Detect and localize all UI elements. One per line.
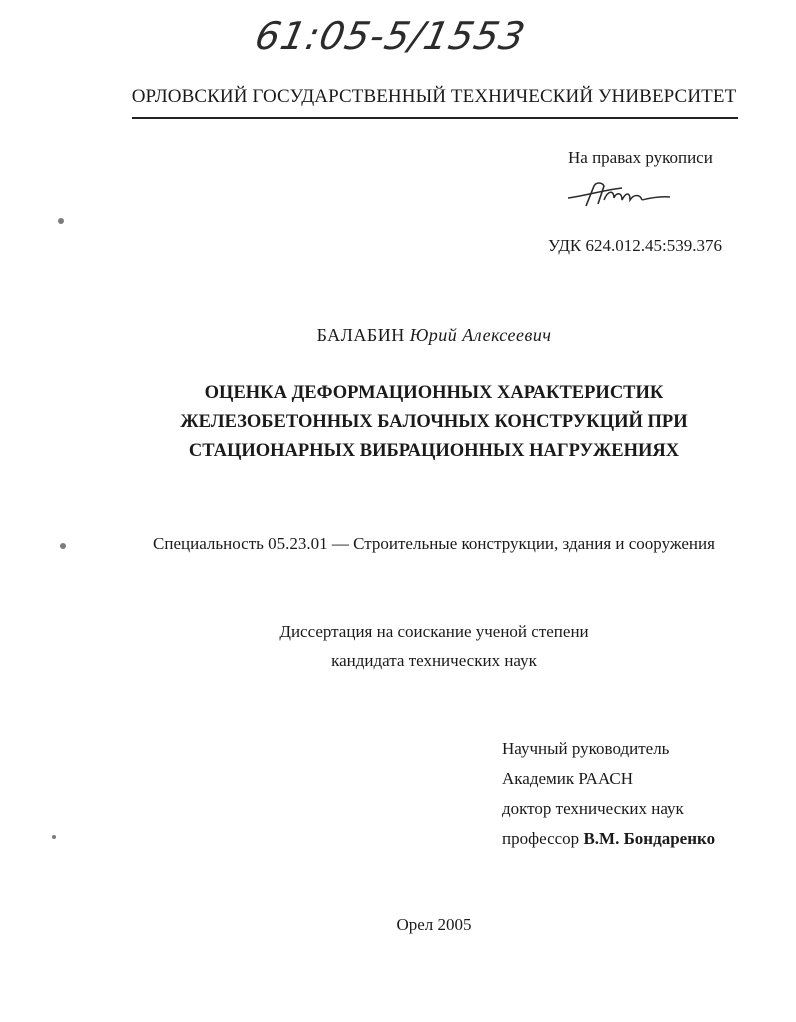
- university-name: ОРЛОВСКИЙ ГОСУДАРСТВЕННЫЙ ТЕХНИЧЕСКИЙ УНИВЕРСИТЕТ: [131, 86, 737, 107]
- specialty: Специальность 05.23.01 — Строительные конструкции, здания и сооружения: [153, 534, 715, 553]
- supervisor-title: [502, 829, 715, 849]
- dissertation-line-2: кандидата технических наук: [331, 651, 537, 670]
- udk-code: УДК 624.012.45:539.376: [548, 236, 722, 255]
- city-year: Орел 2005: [396, 915, 472, 934]
- author-given-names: Юрий Алексеевич: [409, 325, 552, 345]
- supervisor-title-prefix: профессор: [502, 829, 580, 848]
- supervisor-rank: Академик РААСН: [502, 769, 633, 788]
- scan-speck: [58, 218, 64, 224]
- author-surname: БАЛАБИН: [316, 325, 405, 345]
- title-line-3: СТАЦИОНАРНЫХ ВИБРАЦИОННЫХ НАГРУЖЕНИЯХ: [188, 441, 680, 461]
- manuscript-rights-note: На правах рукописи: [568, 148, 713, 167]
- header-divider: [132, 117, 738, 119]
- dissertation-line-1: Диссертация на соискание ученой степени: [279, 622, 589, 641]
- archive-number-handwritten: 61:05-5/1553: [251, 14, 530, 58]
- title-line-2: ЖЕЛЕЗОБЕТОННЫХ БАЛОЧНЫХ КОНСТРУКЦИЙ ПРИ: [180, 412, 688, 432]
- supervisor-name: В.М. Бондаренко: [583, 829, 716, 848]
- supervisor-degree: доктор технических наук: [502, 799, 684, 818]
- title-line-1: ОЦЕНКА ДЕФОРМАЦИОННЫХ ХАРАКТЕРИСТИК: [204, 383, 664, 403]
- scan-speck: [52, 835, 56, 839]
- author-name: [0, 325, 796, 346]
- signature-icon: [564, 176, 674, 212]
- scan-speck: [60, 543, 66, 549]
- supervisor-role: Научный руководитель: [502, 739, 670, 758]
